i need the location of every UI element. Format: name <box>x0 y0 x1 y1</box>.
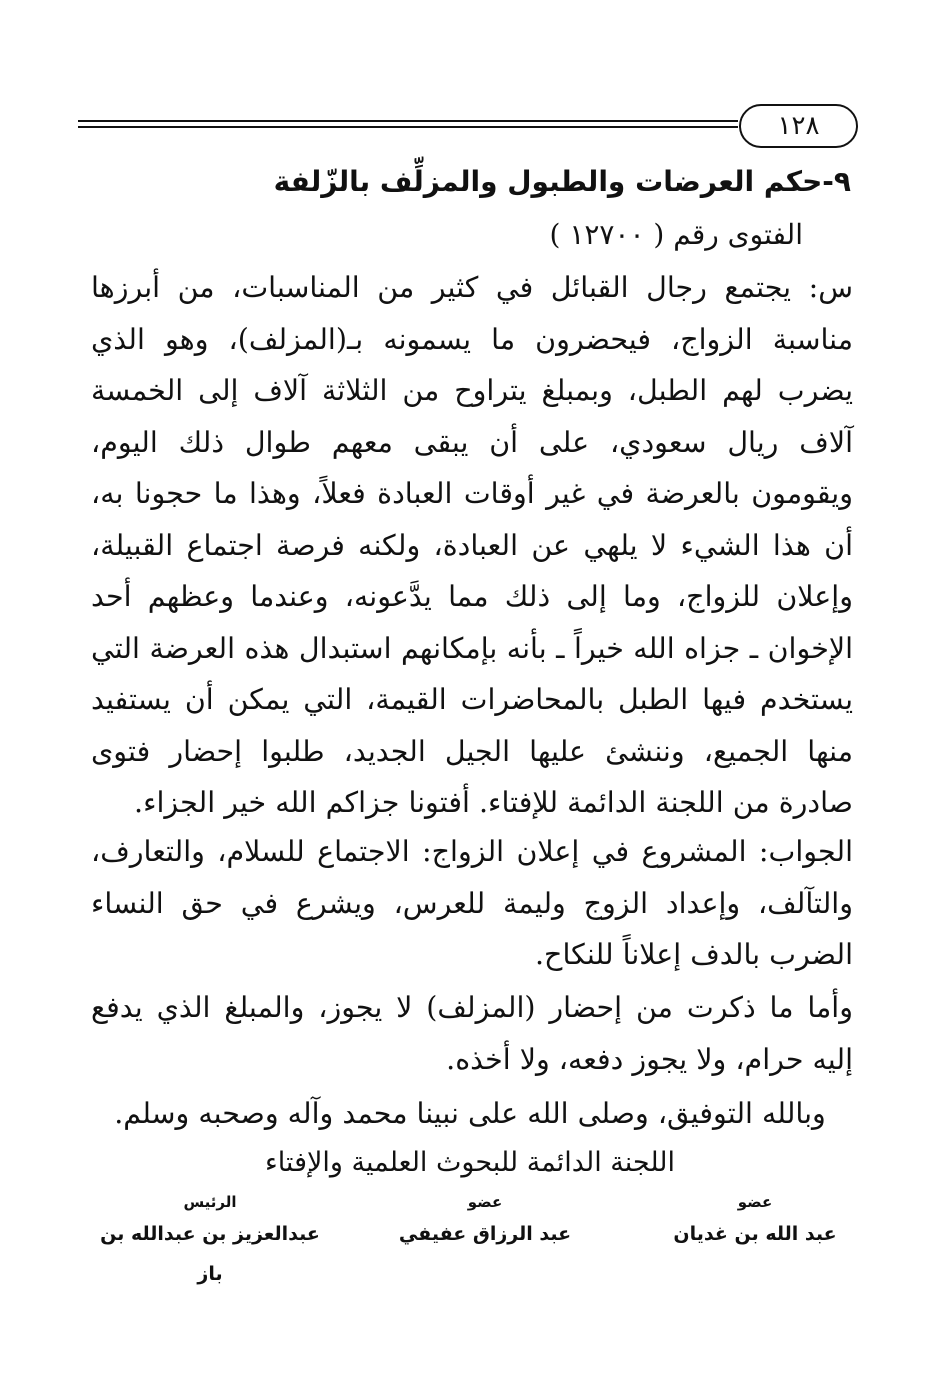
answer-continuation-paragraph: وأما ما ذكرت من إحضار (المزلف) لا يجوز، والمبلغ الذي يدفع إليه حرام، ولا يجوز دفعه، ولا أخذه. <box>91 991 853 1076</box>
closing-paragraph: وبالله التوفيق، وصلى الله على نبينا محمد وآله وصحبه وسلم. <box>114 1097 826 1130</box>
signatory <box>640 1190 870 1254</box>
signatory-role: عضو <box>737 1193 773 1211</box>
signatory-name: عبد الرزاق عفيفي <box>398 1223 572 1245</box>
header-rule <box>78 126 738 128</box>
signatory-role: عضو <box>467 1193 503 1211</box>
committee-name: اللجنة الدائمة للبحوث العلمية والإفتاء <box>265 1147 675 1178</box>
fatwa-number: الفتوى رقم ( ١٢٧٠٠ ) <box>549 218 803 251</box>
header-rule <box>78 120 738 122</box>
question-paragraph: س: يجتمع رجال القبائل في كثير من المناسبات، من أبرزها مناسبة الزواج، فيحضرون ما يسمونه بـ(المزلف)، وهو الذي يضرب لهم الطبل، وبمبلغ يتراوح من الثلاثة آلاف إلى الخمسة آلاف ريال سعودي، على أن يبقى معهم طوال ذلك اليوم، ويقومون بالعرضة في غير أوقات العبادة فعلاً، وهذا ما حجونا به، أن هذا الشيء لا يلهي عن العبادة، ولكنه فرصة اجتماع القبيلة، وإعلان للزواج، وما إلى ذلك مما يدَّعونه، وعندما وعظهم أحد الإخوان ـ جزاه الله خيراً ـ بأنه بإمكانهم استبدال هذه العرضة التي يستخدم فيها الطبل بالمحاضرات القيمة، التي يمكن أن يستفيد منها الجميع، وننشئ عليها الجيل الجديد، طلبوا إحضار فتوى صادرة من اللجنة الدائمة للإفتاء. أفتونا جزاكم الله خير الجزاء. <box>91 271 853 819</box>
signatory-role: الرئيس <box>183 1193 237 1211</box>
section-title: ٩-حكم العرضات والطبول والمزلِّف بالزّلفة <box>273 165 851 198</box>
signatory-name: عبدالعزيز بن عبدالله بن باز <box>100 1223 320 1285</box>
page-number: ١٢٨ <box>739 104 858 148</box>
signatory <box>370 1190 600 1254</box>
page-header <box>78 104 858 154</box>
signatory-name: عبد الله بن غديان <box>673 1223 837 1245</box>
answer-paragraph: الجواب: المشروع في إعلان الزواج: الاجتماع للسلام، والتعارف، والتآلف، وإعداد الزوج وليمة للعرس، ويشرع في حق النساء الضرب بالدف إعلاناً للنكاح. <box>91 835 853 971</box>
signatory <box>85 1190 335 1294</box>
signatures <box>80 1190 870 1285</box>
